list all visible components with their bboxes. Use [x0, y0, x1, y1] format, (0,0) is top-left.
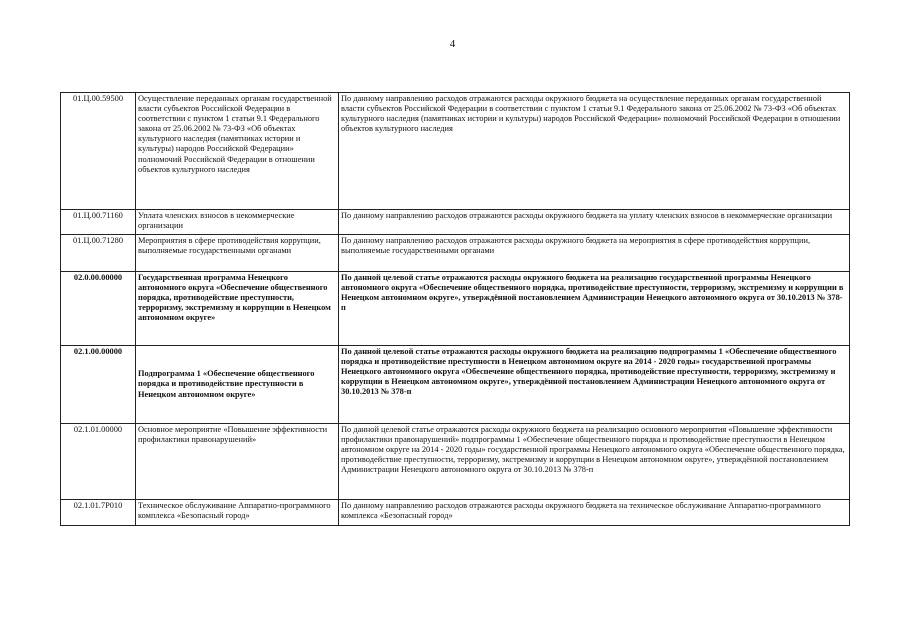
article-name-cell: Государственная программа Ненецкого автономного округа «Обеспечение общественного порядка, противодействие преступности, терроризму, экстремизму и коррупции в Ненецком автономном округе»	[136, 272, 339, 346]
article-name-cell: Мероприятия в сфере противодействия коррупции, выполняемые государственными органами	[136, 235, 339, 272]
article-description-cell: По данной целевой статье отражаются расходы окружного бюджета на реализацию подпрограммы 1 «Обеспечение общественного порядка и противодействие преступности в Ненецком автономном округе на 2014 - 2020 годы» государственной программы Ненецкого автономного округа «Обеспечение общественного порядка, противодействие преступности, терроризму, экстремизму и коррупции в Ненецком автономном округе», утверждённой постановлением Администрации Ненецкого автономного округа от 30.10.2013 № 378-п	[339, 346, 850, 424]
article-description-cell: По данному направлению расходов отражаются расходы окружного бюджета на осуществление переданных органам государственной власти субъектов Российской Федерации в соответствии с пунктом 1 статьи 9.1 Федерального закона от 25.06.2002 № 73-ФЗ «Об объектах культурного наследия (памятниках истории и культуры) народов Российской Федерации» полномочий Российской Федерации в отношении объектов культурного наследия	[339, 93, 850, 210]
table-row	[61, 272, 850, 346]
table-row	[61, 210, 850, 235]
article-name-cell: Осуществление переданных органам государственной власти субъектов Российской Федерации в соответствии с пунктом 1 статьи 9.1 Федерального закона от 25.06.2002 № 73-ФЗ «Об объектах культурного наследия (памятниках истории и культуры) народов Российской Федерации» полномочий Российской Федерации в отношении объектов культурного наследия	[136, 93, 339, 210]
target-code-cell: 02.0.00.00000	[61, 272, 136, 346]
table-row	[61, 424, 850, 500]
table-row	[61, 235, 850, 272]
article-name-cell: Основное мероприятие «Повышение эффективности профилактики правонарушений»	[136, 424, 339, 500]
article-description-cell: По данной целевой статье отражаются расходы окружного бюджета на реализацию основного мероприятия «Повышение эффективности профилактики правонарушений» подпрограммы 1 «Обеспечение общественного порядка и противодействие преступности в Ненецком автономном округе на 2014 - 2020 годы» государственной программы Ненецкого автономного округа «Обеспечение общественного порядка, противодействие преступности, терроризму, экстремизму и коррупции в Ненецком автономном округе», утверждённой постановлением Администрации Ненецкого автономного округа от 30.10.2013 № 378-п	[339, 424, 850, 500]
budget-classification-table	[60, 92, 850, 526]
article-description-cell: По данному направлению расходов отражаются расходы окружного бюджета на мероприятия в сфере противодействия коррупции, выполняемые государственными органами	[339, 235, 850, 272]
article-description-cell: По данному направлению расходов отражаются расходы окружного бюджета на техническое обслуживание Аппаратно-программного комплекса «Безопасный город»	[339, 500, 850, 526]
table-row	[61, 93, 850, 210]
target-code-cell: 02.1.01.7Р010	[61, 500, 136, 526]
article-description-cell: По данной целевой статье отражаются расходы окружного бюджета на реализацию государственной программы Ненецкого автономного округа «Обеспечение общественного порядка, противодействие преступности, терроризму, экстремизму и коррупции в Ненецком автономном округе», утверждённой постановлением Администрации Ненецкого автономного округа от 30.10.2013 № 378-п	[339, 272, 850, 346]
target-code-cell: 01.Ц.00.71280	[61, 235, 136, 272]
article-name-cell: Подпрограмма 1 «Обеспечение общественного порядка и противодействие преступности в Ненецком автономном округе»	[136, 346, 339, 424]
target-code-cell: 01.Ц.00.59500	[61, 93, 136, 210]
article-description-cell: По данному направлению расходов отражаются расходы окружного бюджета на уплату членских взносов в некоммерческие организации	[339, 210, 850, 235]
article-name-cell: Техническое обслуживание Аппаратно-программного комплекса «Безопасный город»	[136, 500, 339, 526]
table-row	[61, 346, 850, 424]
page-number: 4	[449, 38, 456, 50]
target-code-cell: 02.1.01.00000	[61, 424, 136, 500]
target-code-cell: 01.Ц.00.71160	[61, 210, 136, 235]
target-code-cell: 02.1.00.00000	[61, 346, 136, 424]
article-name-cell: Уплата членских взносов в некоммерческие организации	[136, 210, 339, 235]
table-row	[61, 500, 850, 526]
